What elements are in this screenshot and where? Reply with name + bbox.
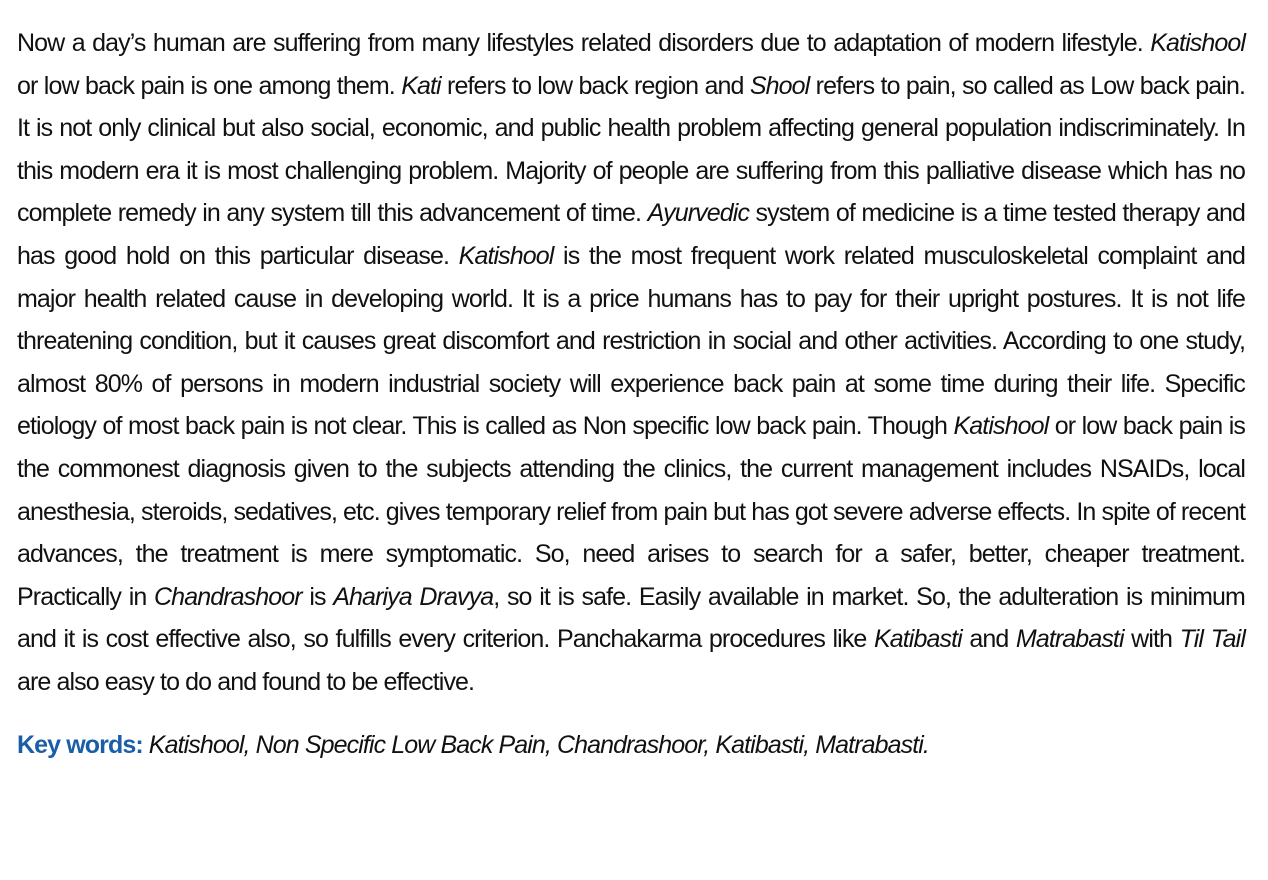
abstract-term-katishool: Katishool <box>458 241 554 270</box>
abstract-term-chandrashoor: Chandrashoor <box>154 582 302 611</box>
abstract-term-ayurvedic: Ayurvedic <box>647 199 750 228</box>
abstract-text: is the most frequent work related musculoskeletal complaint and major health related cause in developing world. It is a price humans has to pay for their upright postures. It is not life threatening condition, but it causes great discomfort and restriction in social and other activities. According to one study, almost 80% of persons in modern industrial society will experience back pain at some time during their life. Specific etiology of most back pain is not clear. This is called as Non specific low back pain. Though <box>17 241 1245 441</box>
keywords-line <box>17 724 1245 766</box>
abstract-text: refers to pain, so called as Low back pain. It is not only clinical but also social, economic, and public health problem affecting general population indiscriminately. In this modern era it is most challenging problem. Majority of people are suffering from this palliative disease which has no complete remedy in any system till this advancement of time. <box>17 71 1245 228</box>
keywords-list: Katishool, Non Specific Low Back Pain, Chandrashoor, Katibasti, Matrabasti. <box>142 730 929 759</box>
abstract-text: Now a day’s human are suffering from many lifestyles related disorders due to adaptation of modern lifestyle. <box>17 29 1151 57</box>
abstract-text: is <box>301 582 334 611</box>
paper-page <box>17 22 1245 766</box>
abstract-text: or low back pain is the commonest diagnosis given to the subjects attending the clinics, the current management includes NSAIDs, local anesthesia, steroids, sedatives, etc. gives temporary relief from pain but has got severe adverse effects. In spite of recent advances, the treatment is mere symptomatic. So, need arises to search for a safer, better, cheaper treatment. Practically in <box>17 412 1246 611</box>
abstract-text: are also easy to do and found to be effective. <box>17 667 475 696</box>
abstract-text: , so it is safe. Easily available in market. So, the adulteration is minimum and it is cost effective also, so fulfills every criterion. Panchakarma procedures like <box>17 582 1245 654</box>
keywords-label: Key words: <box>17 730 143 759</box>
abstract-term-katishool: Katishool <box>953 412 1049 441</box>
abstract-term-ahariya-dravya: Ahariya Dravya <box>333 582 494 611</box>
abstract-paragraph <box>17 22 1245 704</box>
abstract-text: refers to low back region and <box>440 71 750 100</box>
abstract-text: and <box>961 625 1016 654</box>
abstract-text: with <box>1123 625 1180 654</box>
abstract-term-shool: Shool <box>749 71 810 100</box>
abstract-text: or low back pain is one among them. <box>17 71 402 100</box>
abstract-text: system of medicine is a time tested therapy and has good hold on this particular disease. <box>17 199 1246 270</box>
abstract-term-matrabasti: Matrabasti <box>1015 625 1124 654</box>
abstract-term-kati: Kati <box>401 71 441 100</box>
abstract-term-til-tail: Til Tail <box>1179 625 1245 654</box>
abstract-term-katibasti: Katibasti <box>873 625 962 654</box>
abstract-term-katishool: Katishool <box>1150 29 1245 57</box>
